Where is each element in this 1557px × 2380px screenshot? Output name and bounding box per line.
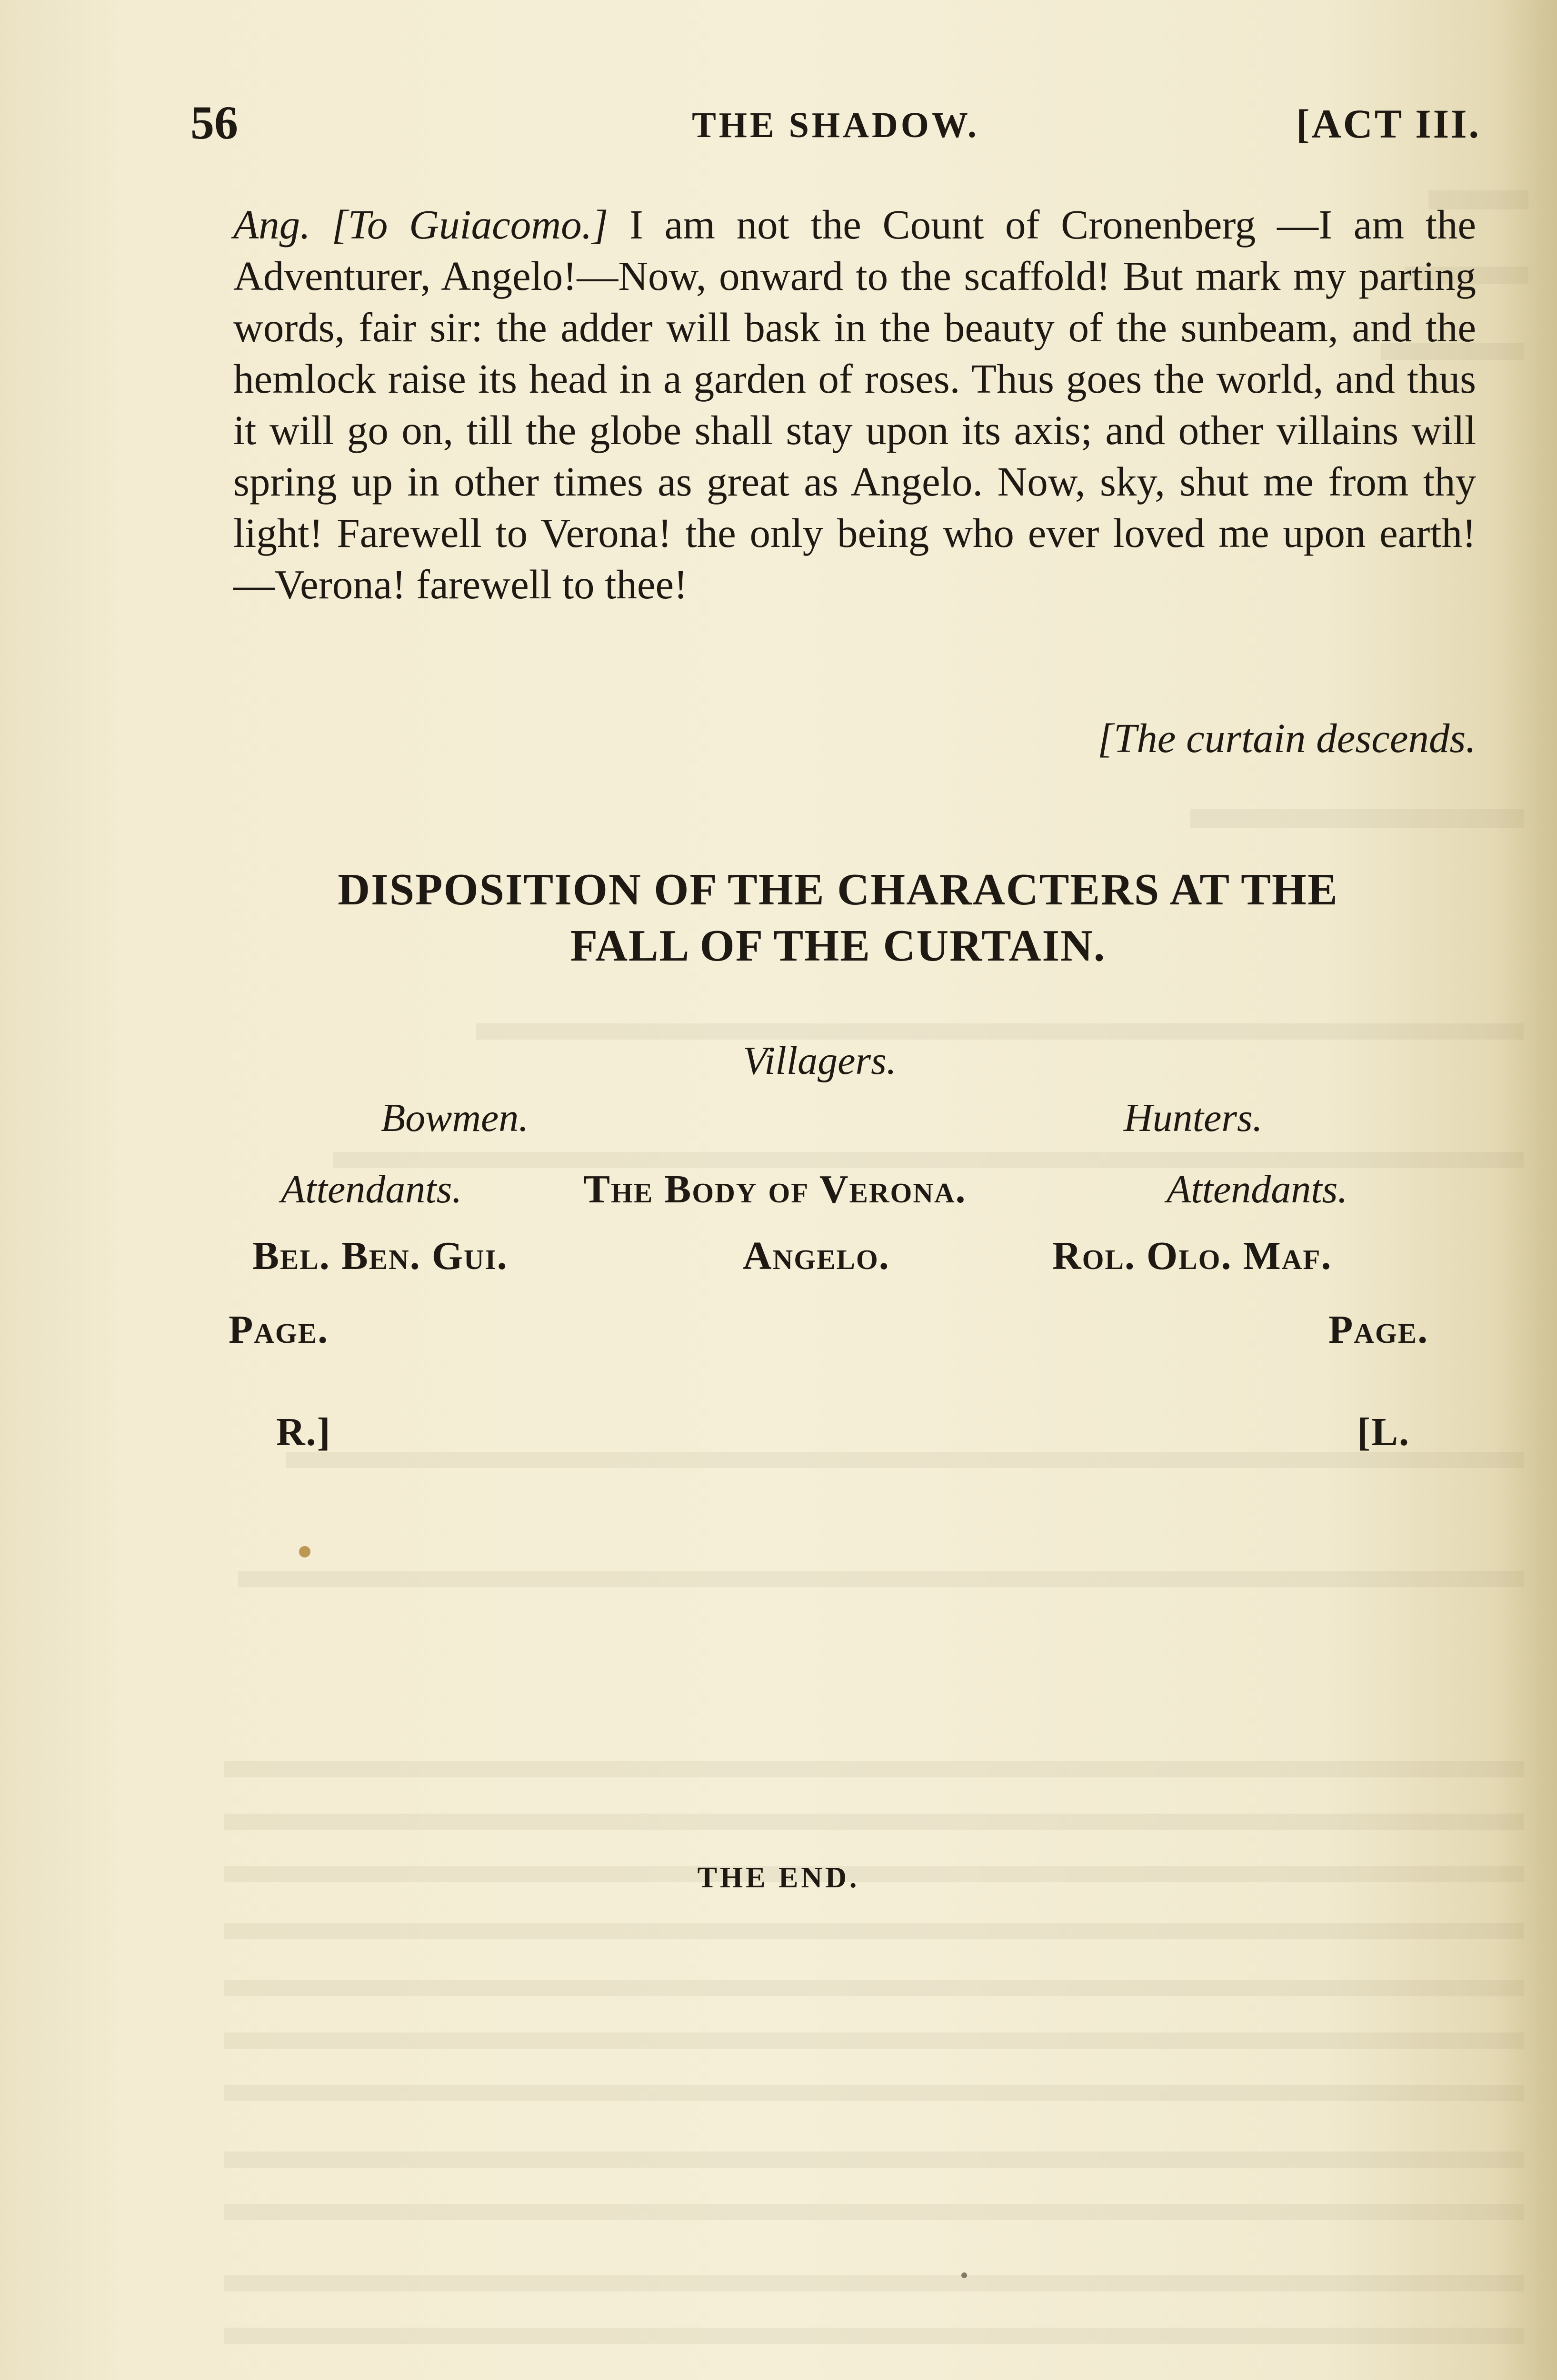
attendants-right-label: Attendants. xyxy=(1167,1167,1348,1211)
hunters-label: Hunters. xyxy=(1124,1096,1263,1140)
disposition-heading xyxy=(200,862,1476,974)
speaker-name: Ang. xyxy=(233,201,310,248)
disposition-heading-line2: FALL OF THE CURTAIN. xyxy=(570,921,1106,971)
left-group-label: Bel. Ben. Gui. xyxy=(252,1234,508,1278)
page-right-label: Page. xyxy=(1328,1308,1429,1352)
bowmen-label: Bowmen. xyxy=(381,1096,529,1140)
stage-direction: [The curtain descends. xyxy=(1098,715,1476,761)
running-header xyxy=(190,95,1481,162)
running-title: THE SHADOW. xyxy=(692,105,979,145)
villagers-label: Villagers. xyxy=(743,1039,897,1083)
page-number: 56 xyxy=(190,96,238,149)
right-group-label: Rol. Olo. Maf. xyxy=(1052,1234,1332,1278)
disposition-heading-line1: DISPOSITION OF THE CHARACTERS AT THE xyxy=(338,865,1338,914)
page-left-label: Page. xyxy=(229,1308,329,1352)
attendants-left-label: Attendants. xyxy=(281,1167,462,1211)
speech-text: I am not the Count of Cronenberg —I am the Adventurer, Angelo!—Now, onward to the scaffold! But mark my parting words, fair sir: the adder will bask in the beauty of the sunbeam, and the hemlock raise its head in a garden of roses. Thus goes the world, and thus it will go on, till the globe shall stay upon its axis; and other villains will spring up in other times as great as Angelo. Now, sky, shut me from thy light! Farewell to Verona! the only being who ever loved me upon earth!—Verona! farewell to thee! xyxy=(233,201,1477,607)
the-end-label: THE END. xyxy=(697,1862,860,1894)
speech-direction: [To Guiacomo.] xyxy=(331,201,609,248)
speech-paragraph xyxy=(233,199,1476,610)
stage-left-marker: [L. xyxy=(1357,1410,1410,1454)
angelo-label: Angelo. xyxy=(743,1234,890,1278)
stage-right-marker: R.] xyxy=(276,1410,331,1454)
act-marker: [ACT III. xyxy=(1296,101,1481,147)
body-of-verona-label: The Body of Verona. xyxy=(583,1167,967,1211)
